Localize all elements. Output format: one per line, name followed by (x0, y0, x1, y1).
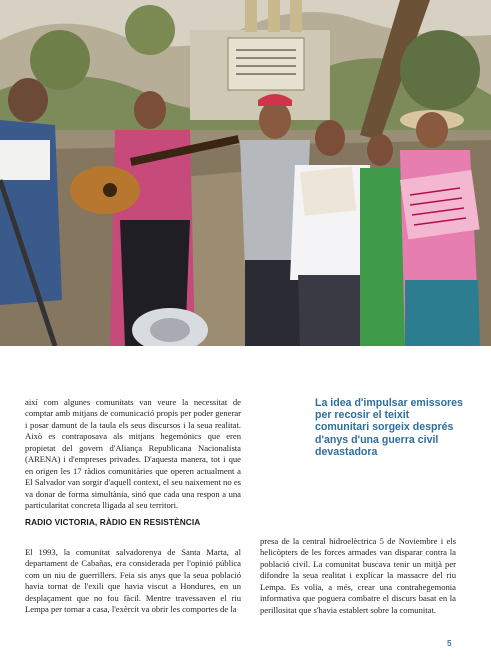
pull-quote: La idea d'impulsar emissores per recosir el teixit comunitari sorgeix després d'anys d'una guerra civil devastadora (315, 397, 463, 458)
column-left (25, 397, 241, 529)
section-heading: RADIO VICTORIA, RÀDIO EN RESISTÈNCIA (25, 516, 201, 527)
section-paragraph-right: presa de la central hidroelèctrica 5 de Noviembre i els helicòpters de les forces armades van disparar contra la població civil. La comunitat buscava tenir un mitjà per difondre la seua realitat i explicar la massacre del riu Lempa. Es volia, a més, crear una contrahegemonia informativa que poguera combatre el discurs basat en la perillositat que s'havia establert sobre la comunitat. (260, 536, 456, 615)
intro-paragraph: així com algunes comunitats van veure la necessitat de comptar amb mitjans de comunicació propis per poder generar i posar damunt de la taula els seus discursos i la seua realitat. Això es contraposava als mitjans hegemònics que eren propietat del govern d'Aliança Republicana Nacionalista (ARENA) i d'empreses privades. D'aquesta manera, tot i que en origen les 17 ràdios comunitàries que operen actualment a El Salvador van sorgir d'aquell context, el seu naixement no es va donar de forma simultània, sinó que cada una respon a una particularitat concreta lligada al seu territori. (25, 397, 241, 511)
page-number: 5 (447, 639, 452, 648)
section-paragraph-left: El 1993, la comunitat salvadorenya de Santa Marta, al departament de Cabañas, era considerada per l'opinió pública com un niu de guerrillers. Feia sis anys que la seua població havia tornat de l'exili que havia viscut a Hondures, en un desplaçament que no fou fàcil. Mentre travessaven el riu Lempa per tornar a casa, l'exèrcit va obrir les comportes de la (25, 547, 241, 615)
